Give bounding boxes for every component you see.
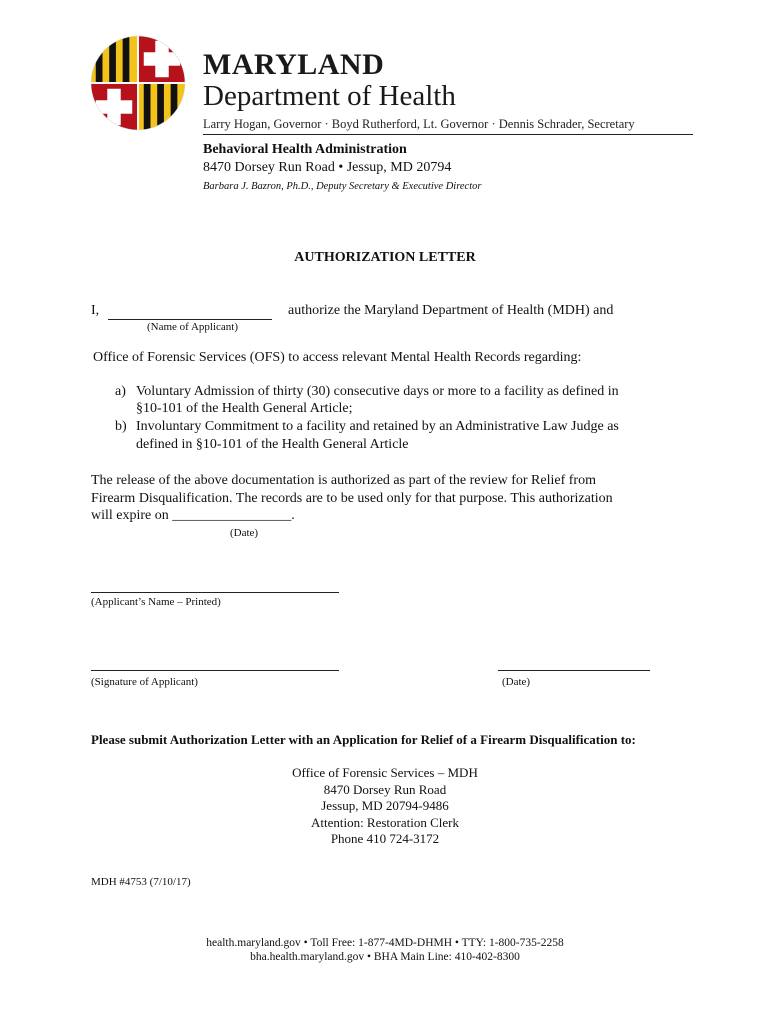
administration-name: Behavioral Health Administration — [203, 142, 407, 157]
release-line2: Firearm Disqualification. The records are to be used only for that purpose. This authorization — [91, 491, 613, 506]
printed-name-caption: (Applicant’s Name – Printed) — [91, 596, 221, 608]
maryland-flag-logo-icon — [90, 35, 186, 131]
signature-date-field[interactable] — [498, 670, 650, 671]
signature-field[interactable] — [91, 670, 339, 671]
line1-text: authorize the Maryland Department of Health (MDH) and — [288, 303, 614, 318]
printed-name-field[interactable] — [91, 592, 339, 593]
letter-title: AUTHORIZATION LETTER — [294, 250, 476, 265]
line2-text: Office of Forensic Services (OFS) to access relevant Mental Health Records regarding: — [93, 350, 582, 365]
mail-to-line: Jessup, MD 20794-9486 — [321, 798, 449, 813]
signature-caption: (Signature of Applicant) — [91, 676, 198, 688]
org-name-maryland: MARYLAND — [203, 48, 385, 81]
applicant-name-caption: (Name of Applicant) — [147, 321, 239, 333]
release-line3-expiry[interactable]: will expire on _________________. — [91, 508, 295, 523]
org-name-department: Department of Health — [203, 80, 456, 112]
item-b-line1: Involuntary Commitment to a facility and retained by an Administrative Law Judge as — [136, 419, 619, 434]
item-a-marker: a) — [115, 384, 126, 399]
director-line: Barbara J. Bazron, Ph.D., Deputy Secretary & Executive Director — [203, 181, 482, 192]
item-a-line2: §10-101 of the Health General Article; — [136, 401, 353, 416]
footer-line2: bha.health.maryland.gov • BHA Main Line: 410-402-8300 — [250, 951, 520, 963]
mail-to-line: Office of Forensic Services – MDH — [292, 765, 478, 780]
footer-line1: health.maryland.gov • Toll Free: 1-877-4MD-DHMH • TTY: 1-800-735-2258 — [206, 937, 564, 949]
mail-to-line: 8470 Dorsey Run Road — [323, 781, 447, 797]
mail-to-line: Attention: Restoration Clerk — [310, 814, 460, 830]
line1-prefix: I, — [91, 303, 100, 318]
form-number: MDH #4753 (7/10/17) — [91, 876, 191, 888]
mail-to-line: Phone 410 724-3172 — [330, 831, 440, 846]
mailing-address-block — [0, 765, 770, 848]
applicant-name-field[interactable] — [108, 319, 272, 320]
expiry-date-caption: (Date) — [230, 527, 259, 539]
signature-date-caption: (Date) — [502, 676, 531, 688]
header-divider — [203, 134, 693, 135]
item-a-line1: Voluntary Admission of thirty (30) consecutive days or more to a facility as defined in — [136, 384, 619, 399]
item-b-marker: b) — [115, 419, 127, 434]
item-b-line2: defined in §10-101 of the Health General Article — [136, 437, 409, 452]
officials-line: Larry Hogan, Governor · Boyd Rutherford, Lt. Governor · Dennis Schrader, Secretary — [203, 117, 635, 131]
submit-instruction: Please submit Authorization Letter with an Application for Relief of a Firearm Disqualification to: — [91, 732, 636, 747]
administration-address: 8470 Dorsey Run Road • Jessup, MD 20794 — [203, 160, 452, 175]
release-line1: The release of the above documentation is authorized as part of the review for Relief from — [91, 473, 596, 488]
